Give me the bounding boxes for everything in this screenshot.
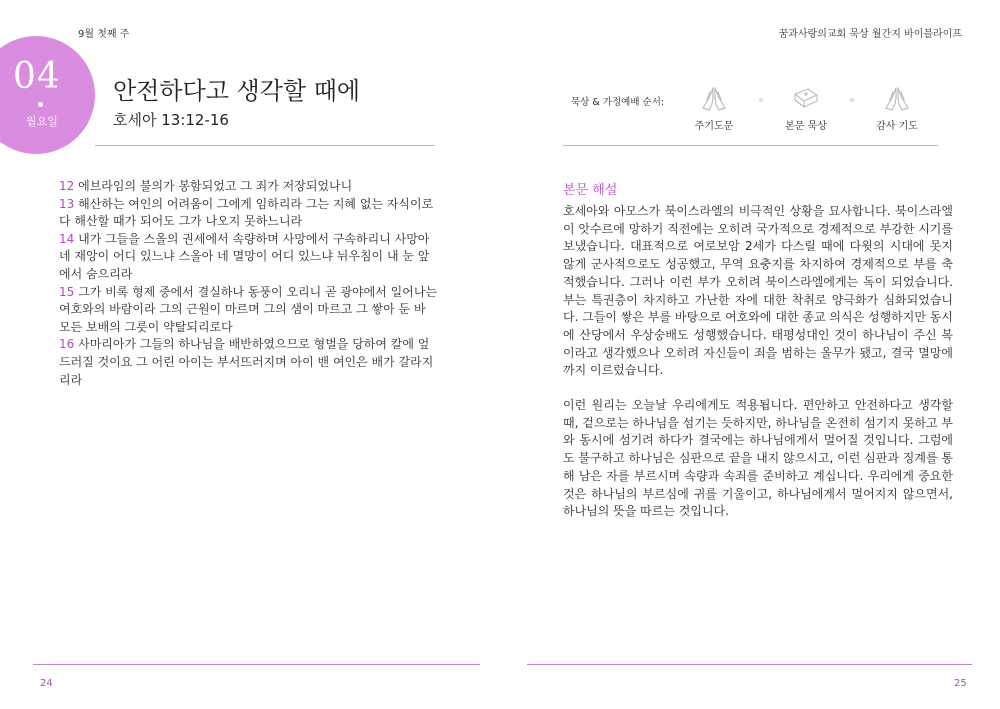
- title-divider: [95, 145, 435, 146]
- day-number: 04: [13, 56, 61, 97]
- praying-hands-icon: [883, 86, 911, 112]
- verse: [59, 231, 439, 284]
- scripture-text: [59, 178, 439, 389]
- commentary-paragraph: 호세아와 아모스가 북이스라엘의 비극적인 상황을 묘사합니다. 북이스라엘이 앗수르에 망하기 직전에는 오히려 국가적으로 경제적으로 부강한 시기를 보냈습니다. 대표적으로 여로보암 2세가 다스릴 때에 다윗의 시대에 못지 않게 군사적으로도 성공했고, 무역 요충지를 차지하여 경제적으로 부를 축적했습니다. 그러나 이런 부가 오히려 북이스라엘에게는 독이 되었습니다. 부는 특권층이 차지하고 가난한 자에 대한 착취로 양극화가 심화되었습니다. 그들이 쌓은 부를 바탕으로 여호와에 대한 종교 의식은 성행하지만 동시에 산당에서 우상숭배도 성행했습니다. 태평성대인 것이 하나님이 주신 복이라고 생각했으나 오히려 자신들이 죄을 범하는 올무가 됐고, 결국 멸망에까지 이르렀습니다.: [563, 204, 953, 378]
- page-number-right: 25: [954, 678, 967, 689]
- page-number-left: 24: [40, 678, 53, 689]
- verse-text: 해산하는 여인의 어려움이 그에게 임하리라 그는 지혜 없는 자식이로다 해산할 때가 되어도 그가 나오지 못하느니라: [59, 196, 434, 229]
- routine-label: 묵상 & 가정예배 순서:: [571, 97, 665, 108]
- verse-text: 사마리아가 그들의 하나님을 배반하였으므로 형벌을 당하여 칼에 엎드러질 것이요 그 어린 아이는 부서뜨러지며 아이 밴 여인은 배가 갈라지리라: [59, 337, 434, 387]
- routine-separator-dot: [759, 98, 763, 102]
- verse-text: 내가 그들을 스올의 권세에서 속량하며 사망에서 구속하리니 사망아 네 재앙이 어디 있느냐 스올아 네 멸망이 어디 있느냐 뉘우침이 내 눈 앞에서 숨으리라: [59, 231, 430, 281]
- routine-step-label: 본문 묵상: [785, 121, 827, 132]
- footer-rule-right: [527, 664, 972, 665]
- running-header-week: 9월 첫째 주: [78, 29, 130, 40]
- verse-number: 12: [59, 179, 75, 193]
- footer-rule-left: [33, 664, 480, 665]
- verse-text: 에브라임의 불의가 봉함되었고 그 죄가 저장되었나니: [74, 179, 353, 193]
- routine-divider: [563, 145, 938, 146]
- bible-book-icon: [792, 86, 820, 112]
- verse: [59, 284, 439, 337]
- verse-text: 그가 비록 형제 중에서 결실하나 동풍이 오리니 곧 광야에서 일어나는 여호와의 바람이라 그의 근원이 마르며 그의 샘이 마르고 그 쌓아 둔 바 모든 보배의 그릇이 약탈되리로다: [59, 284, 438, 334]
- routine-separator-dot: [850, 98, 854, 102]
- routine-step-thanks-prayer: [857, 86, 937, 132]
- routine-step-label: 감사 기도: [876, 121, 918, 132]
- day-badge: [0, 36, 95, 154]
- verse-number: 13: [59, 196, 75, 211]
- routine-step-scripture: [766, 86, 846, 132]
- day-badge-dot: [38, 102, 43, 107]
- commentary-title: 본문 해설: [563, 183, 618, 198]
- verse: [59, 178, 439, 196]
- page-title: 안전하다고 생각할 때에: [113, 77, 361, 105]
- verse-number: 14: [59, 231, 75, 246]
- verse-number: 15: [59, 284, 75, 299]
- praying-hands-icon: [700, 86, 728, 112]
- commentary-body: [563, 203, 953, 538]
- routine-step-lords-prayer: [674, 86, 754, 132]
- commentary-paragraph: 이런 원리는 오늘날 우리에게도 적용됩니다. 편안하고 안전하다고 생각할 때, 겉으로는 하나님을 섬기는 듯하지만, 하나님을 온전히 섬기지 못하고 부와 동시에 섬기려 하다가 결국에는 하나님에게서 멀어질 것입니다. 그럼에도 불구하고 하나님은 심판으로 끝을 내지 않으시고, 이런 심판과 징계를 통해 남은 자를 부르시며 속량과 속죄를 준비하고 계십니다. 우리에게 중요한 것은 하나님의 부르심에 귀를 기울이고, 하나님에게서 멀어지지 않으면서, 하나님의 뜻을 따르는 것입니다.: [563, 398, 953, 519]
- running-header-publication: 꿈과사랑의교회 묵상 월간지 바이블라이프: [778, 29, 962, 40]
- day-weekday: 월요일: [26, 115, 58, 128]
- scripture-reference: 호세아 13:12-16: [113, 111, 229, 129]
- verse-number: 16: [59, 337, 75, 352]
- verse: [59, 336, 439, 389]
- routine-step-label: 주기도문: [694, 121, 734, 132]
- verse: [59, 196, 439, 231]
